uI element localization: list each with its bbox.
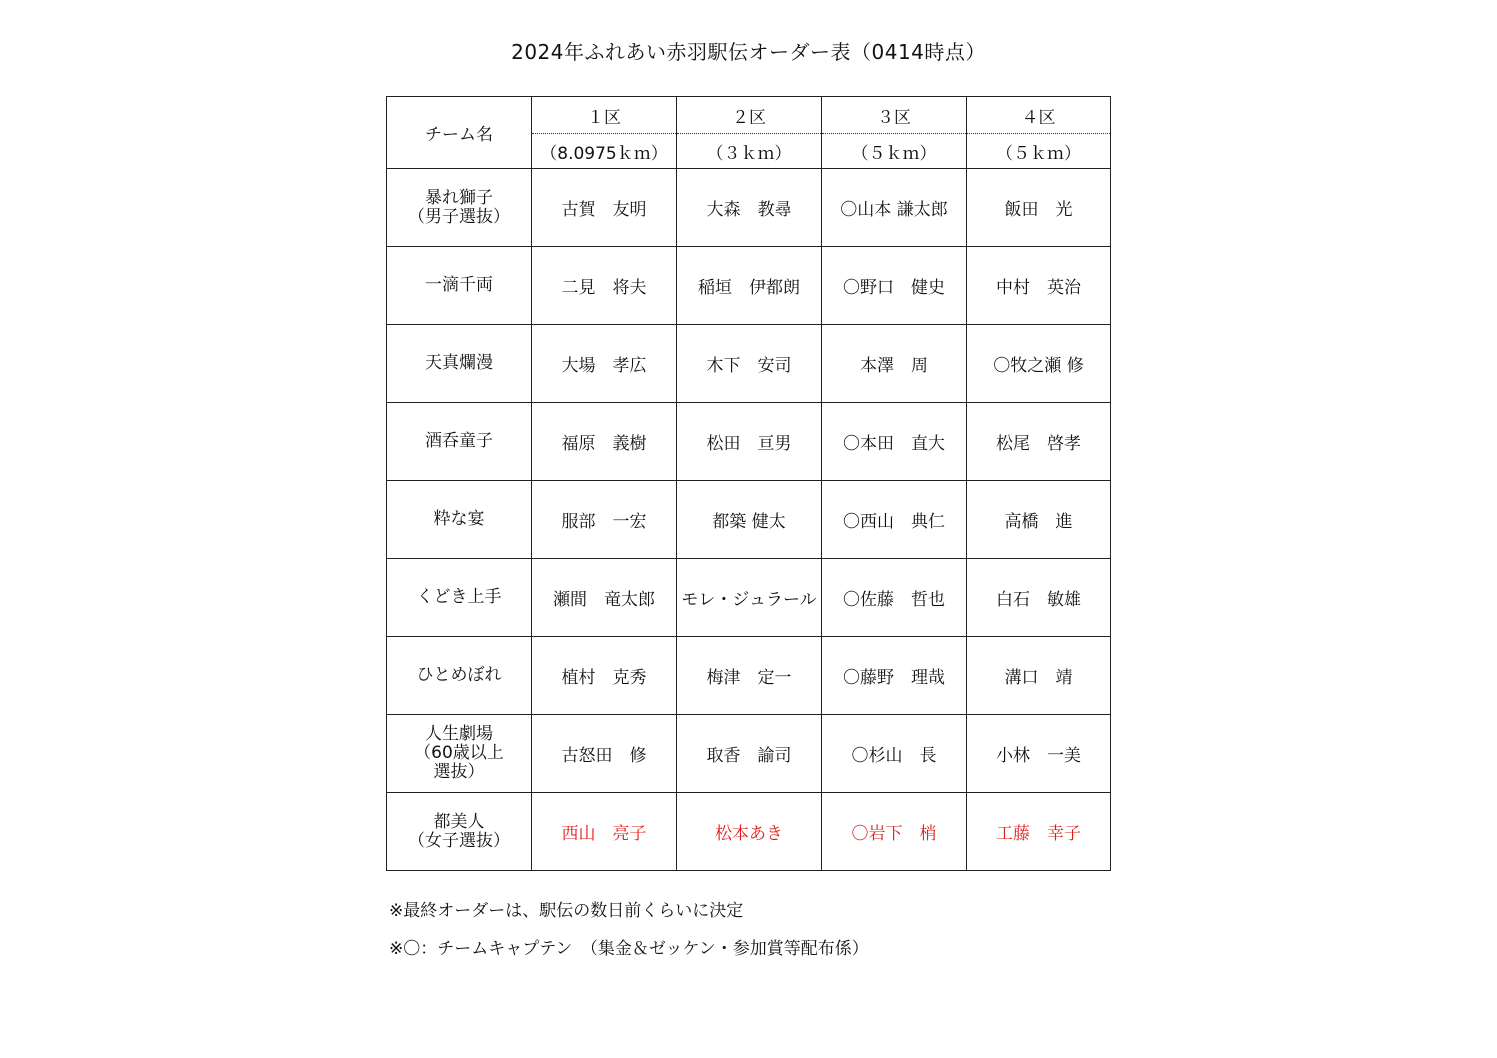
runner-cell-leg-4: 白石 敏雄 xyxy=(967,559,1111,637)
runner-cell-leg-2: 木下 安司 xyxy=(677,325,822,403)
runner-cell-leg-3: 〇佐藤 哲也 xyxy=(822,559,967,637)
team-name-line: （男子選抜） xyxy=(408,206,510,227)
runner-cell-leg-2: 松本あき xyxy=(677,793,822,871)
team-row xyxy=(387,715,1111,793)
team-name-header: チーム名 xyxy=(387,97,532,169)
runner-cell-leg-4: 松尾 啓孝 xyxy=(967,403,1111,481)
runner-cell-leg-2: 稲垣 伊都朗 xyxy=(677,247,822,325)
runner-cell-leg-3: 〇杉山 長 xyxy=(822,715,967,793)
runner-cell-leg-4: 飯田 光 xyxy=(967,169,1111,247)
team-name-cell xyxy=(387,793,532,871)
team-row xyxy=(387,325,1111,403)
leg-1-distance: （8.0975ｋｍ） xyxy=(532,134,677,169)
runner-cell-leg-4: 工藤 幸子 xyxy=(967,793,1111,871)
leg-3-header: ３区 xyxy=(822,97,967,134)
leg-2-distance: （３ｋｍ） xyxy=(677,134,822,169)
team-name-line: 天真爛漫 xyxy=(425,353,493,373)
note-captain: ※〇：チームキャプテン （集金＆ゼッケン・参加賞等配布係） xyxy=(389,939,869,959)
team-name-line: 都美人 xyxy=(433,811,485,832)
runner-cell-leg-3: 〇藤野 理哉 xyxy=(822,637,967,715)
runner-cell-leg-4: 高橋 進 xyxy=(967,481,1111,559)
runner-cell-leg-2: 松田 亘男 xyxy=(677,403,822,481)
runner-cell-leg-1: 西山 亮子 xyxy=(532,793,677,871)
runner-cell-leg-1: 古賀 友明 xyxy=(532,169,677,247)
team-name-cell xyxy=(387,481,532,559)
team-name-line: 暴れ獅子 xyxy=(425,187,493,208)
team-name-line: （60歳以上 xyxy=(414,743,504,763)
runner-cell-leg-4: 中村 英治 xyxy=(967,247,1111,325)
runner-cell-leg-3: 〇西山 典仁 xyxy=(822,481,967,559)
team-name-cell xyxy=(387,169,532,247)
team-name-cell xyxy=(387,637,532,715)
team-row xyxy=(387,481,1111,559)
note-final-order: ※最終オーダーは、駅伝の数日前くらいに決定 xyxy=(389,901,744,921)
runner-cell-leg-3: 本澤 周 xyxy=(822,325,967,403)
header-row-legs xyxy=(387,97,1111,134)
team-row xyxy=(387,793,1111,871)
team-name-line: 人生劇場 xyxy=(425,724,493,744)
runner-cell-leg-2: 取香 諭司 xyxy=(677,715,822,793)
page-title: 2024年ふれあい赤羽駅伝オーダー表（0414時点） xyxy=(511,40,986,64)
order-table xyxy=(386,96,1111,871)
team-row xyxy=(387,637,1111,715)
team-name-cell xyxy=(387,715,532,793)
runner-cell-leg-3: 〇岩下 梢 xyxy=(822,793,967,871)
runner-cell-leg-2: 梅津 定一 xyxy=(677,637,822,715)
runner-cell-leg-1: 服部 一宏 xyxy=(532,481,677,559)
runner-cell-leg-3: 〇本田 直大 xyxy=(822,403,967,481)
runner-cell-leg-1: 瀬間 竜太郎 xyxy=(532,559,677,637)
leg-3-distance: （５ｋｍ） xyxy=(822,134,967,169)
team-name-line: 選抜） xyxy=(433,762,485,782)
team-name-line: 酒呑童子 xyxy=(425,431,493,451)
team-row xyxy=(387,403,1111,481)
runner-cell-leg-3: 〇野口 健史 xyxy=(822,247,967,325)
runner-cell-leg-4: 小林 一美 xyxy=(967,715,1111,793)
runner-cell-leg-4: 溝口 靖 xyxy=(967,637,1111,715)
leg-2-header: ２区 xyxy=(677,97,822,134)
runner-cell-leg-1: 古怒田 修 xyxy=(532,715,677,793)
team-row xyxy=(387,247,1111,325)
team-name-line: 粋な宴 xyxy=(433,509,485,529)
runner-cell-leg-4: 〇牧之瀬 修 xyxy=(967,325,1111,403)
runner-cell-leg-3: 〇山本 謙太郎 xyxy=(822,169,967,247)
runner-cell-leg-2: モレ・ジュラール xyxy=(677,559,822,637)
team-name-cell xyxy=(387,559,532,637)
team-row xyxy=(387,169,1111,247)
team-name-cell xyxy=(387,325,532,403)
runner-cell-leg-1: 大場 孝広 xyxy=(532,325,677,403)
team-name-cell xyxy=(387,403,532,481)
leg-4-distance: （５ｋｍ） xyxy=(967,134,1111,169)
leg-4-header: ４区 xyxy=(967,97,1111,134)
runner-cell-leg-1: 福原 義樹 xyxy=(532,403,677,481)
order-table-body xyxy=(387,97,1111,871)
team-name-line: （女子選抜） xyxy=(408,830,510,851)
runner-cell-leg-2: 都築 健太 xyxy=(677,481,822,559)
runner-cell-leg-1: 二見 将夫 xyxy=(532,247,677,325)
leg-1-header: １区 xyxy=(532,97,677,134)
runner-cell-leg-1: 植村 克秀 xyxy=(532,637,677,715)
team-name-line: 一滴千両 xyxy=(425,275,493,295)
team-name-line: ひとめぼれ xyxy=(416,665,502,685)
runner-cell-leg-2: 大森 教尋 xyxy=(677,169,822,247)
team-name-cell xyxy=(387,247,532,325)
team-name-line: くどき上手 xyxy=(416,587,502,607)
team-row xyxy=(387,559,1111,637)
